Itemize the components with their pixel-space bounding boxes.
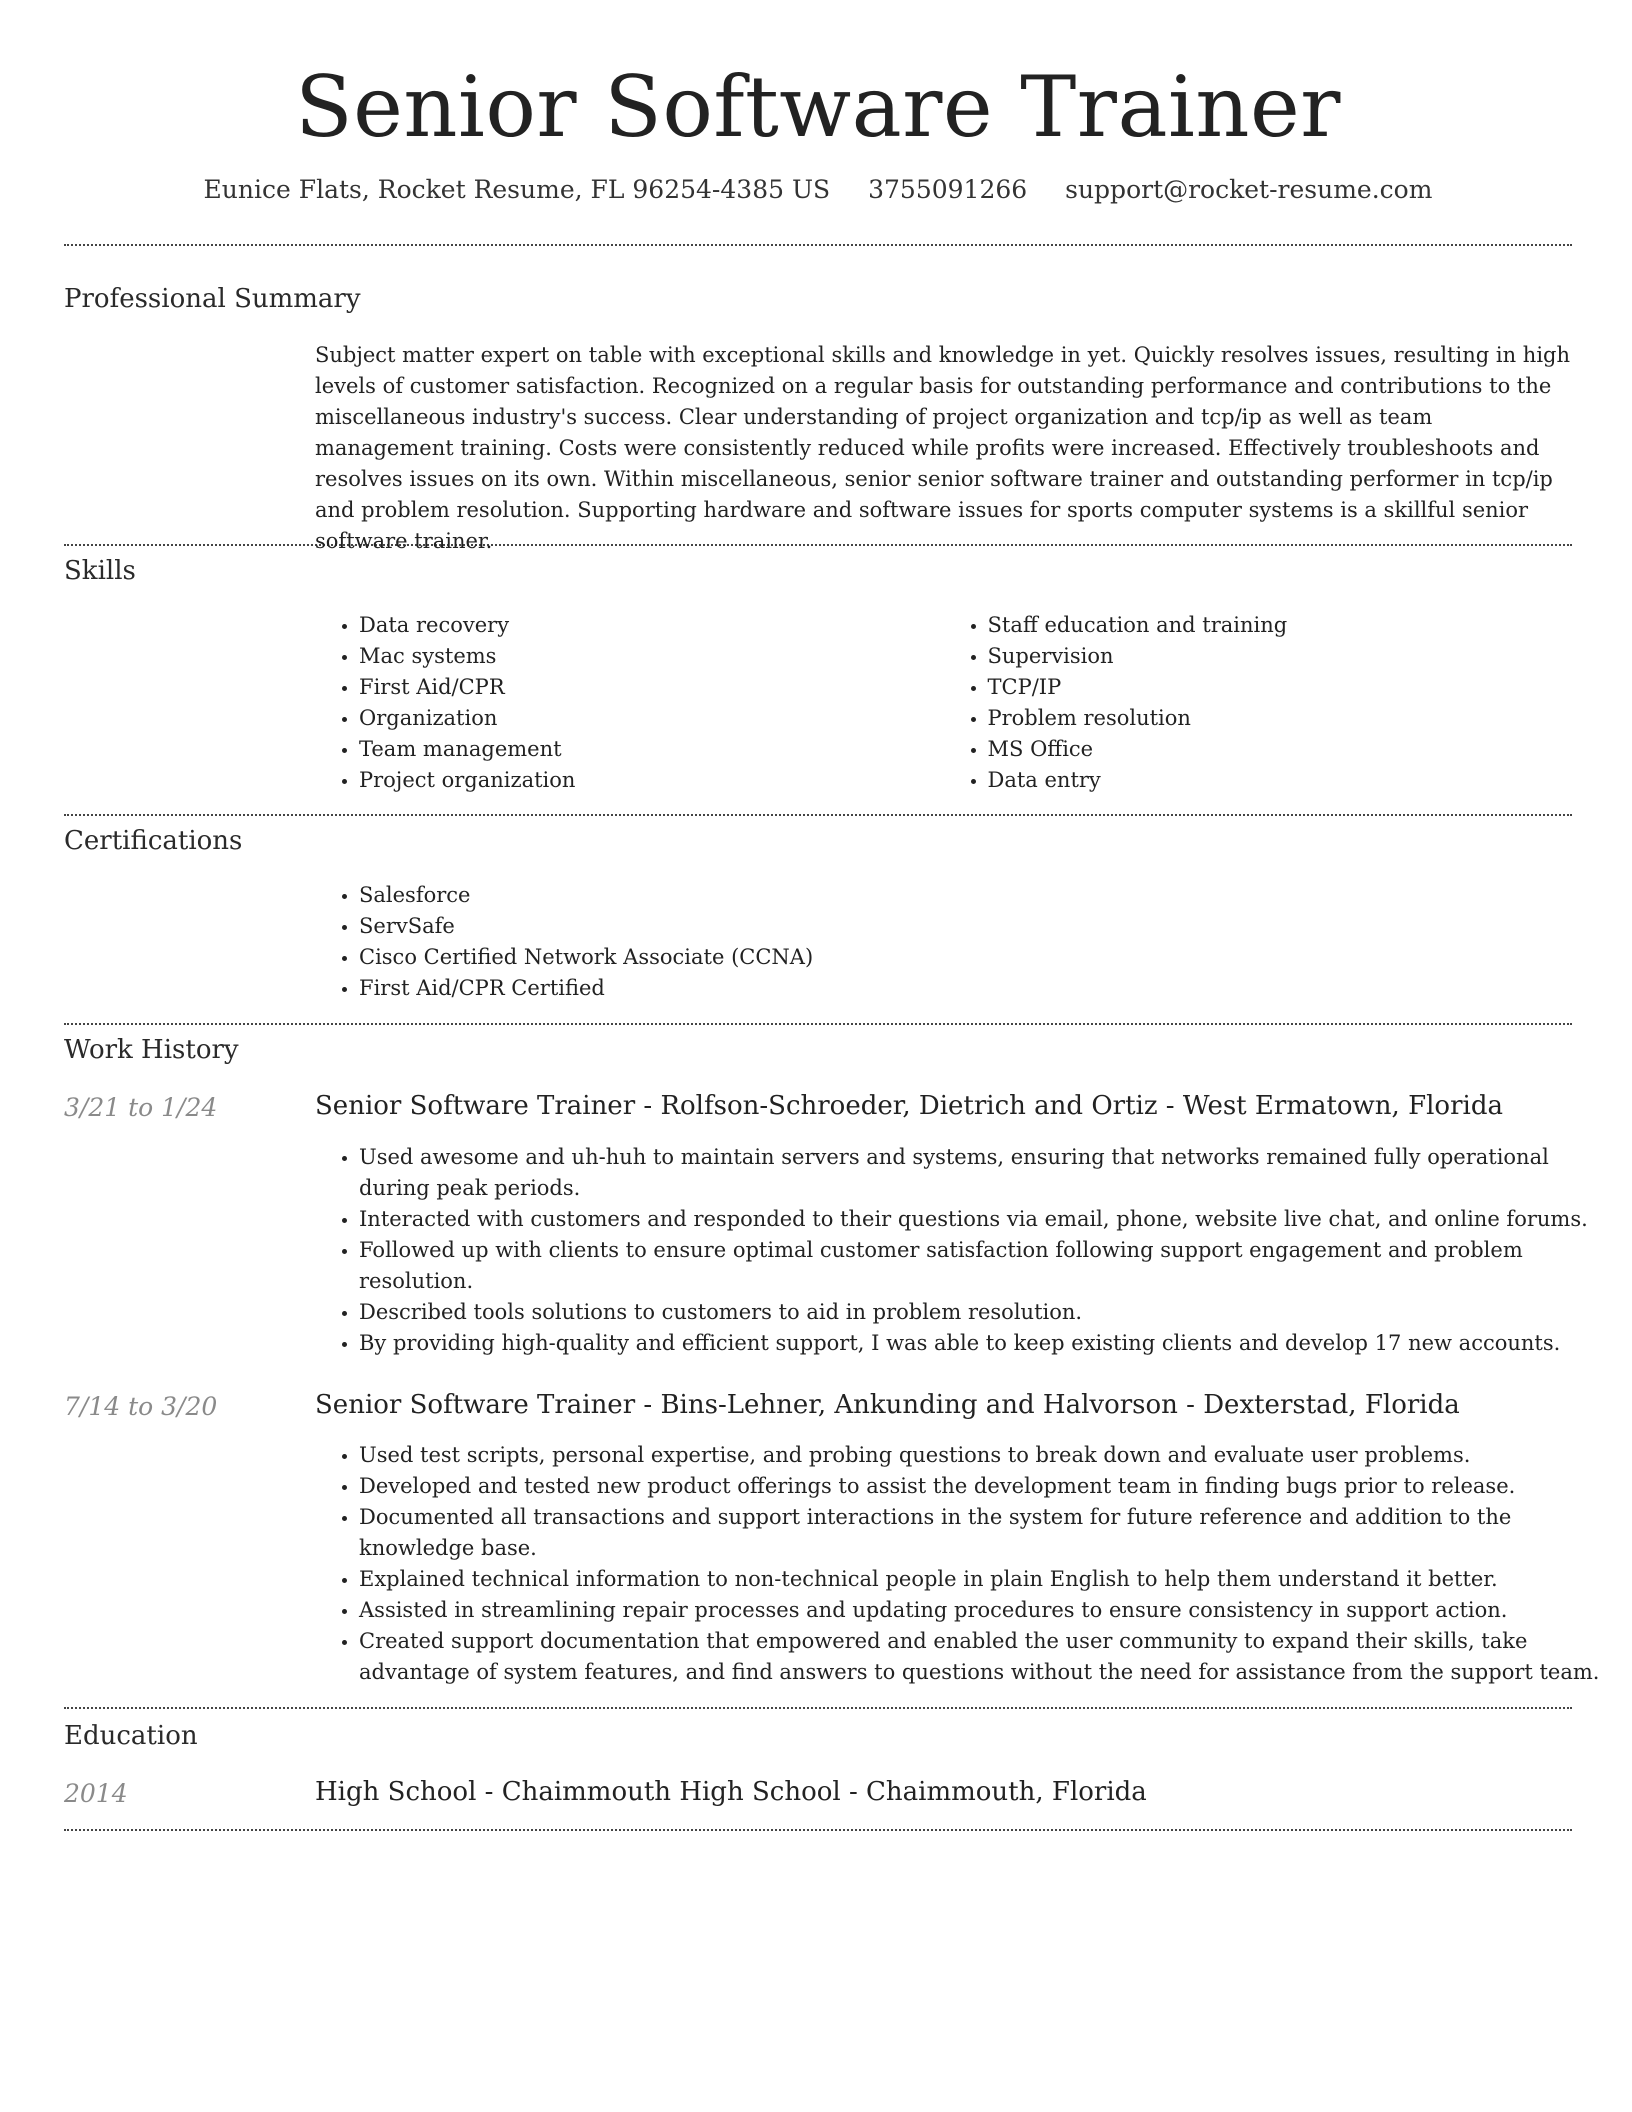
contact-address: Eunice Flats, Rocket Resume, FL 96254-4385 US — [203, 175, 831, 204]
certification-item: • Cisco Certified Network Associate (CCNA) — [359, 942, 1616, 973]
education-section — [64, 1709, 1572, 1829]
skills-list-left — [315, 610, 944, 796]
skill-item: • MS Office — [988, 734, 1573, 765]
job-dates: 3/21 to 1/24 — [64, 1093, 218, 1122]
skill-item: • Data entry — [988, 765, 1573, 796]
education-entry: High School - Chaimmouth High School - Chaimmouth, Florida — [315, 1777, 1147, 1807]
certifications-section — [64, 816, 1572, 1023]
certifications-list — [315, 880, 1616, 1004]
skills-columns — [315, 610, 1572, 796]
divider — [64, 1829, 1572, 1831]
job-bullets — [315, 1142, 1616, 1359]
skill-item: • Team management — [359, 734, 944, 765]
job-title: Senior Software Trainer - Rolfson-Schroeder, Dietrich and Ortiz - West Ermatown, Florida — [315, 1091, 1503, 1121]
contact-line — [64, 170, 1572, 210]
job-bullet: • Assisted in streamlining repair processes and updating procedures to ensure consistency in support action. — [359, 1595, 1616, 1626]
work-heading: Work History — [64, 1035, 239, 1065]
job-title: Senior Software Trainer - Bins-Lehner, Ankunding and Halvorson - Dexterstad, Florida — [315, 1390, 1460, 1420]
certifications-heading: Certifications — [64, 826, 243, 856]
resume-page — [64, 0, 1600, 1831]
summary-text: Subject matter expert on table with exceptional skills and knowledge in yet. Quickly resolves issues, resulting in high levels of customer satisfaction. Recognized on a regular basis for outstanding performance and contributions to the miscellaneous industry's success. Clear understanding of project organization and tcp/ip as well as team management training. Costs were consistently reduced while profits were increased. Effectively troubleshoots and resolves issues on its own. Within miscellaneous, senior senior software trainer and outstanding performer in tcp/ip and problem resolution. Supporting hardware and software issues for sports computer systems is a skillful senior software trainer. — [315, 343, 1571, 553]
skill-item: • Data recovery — [359, 610, 944, 641]
job-bullet: • Described tools solutions to customers to aid in problem resolution. — [359, 1297, 1616, 1328]
skill-item: • Project organization — [359, 765, 944, 796]
skill-item: • Organization — [359, 703, 944, 734]
job-bullet: • Developed and tested new product offerings to assist the development team in finding bugs prior to release. — [359, 1471, 1616, 1502]
summary-section — [64, 246, 1572, 553]
skill-item: • Staff education and training — [988, 610, 1573, 641]
job-bullet: • Documented all transactions and support interactions in the system for future reference and addition to the knowledge base. — [359, 1502, 1616, 1564]
skill-item: • Mac systems — [359, 641, 944, 672]
certification-item: • ServSafe — [359, 911, 1616, 942]
summary-heading: Professional Summary — [64, 284, 361, 314]
skill-item: • TCP/IP — [988, 672, 1573, 703]
job-dates: 7/14 to 3/20 — [64, 1392, 218, 1421]
job-bullets — [315, 1440, 1616, 1688]
education-year: 2014 — [64, 1779, 128, 1808]
skills-section — [64, 546, 1572, 814]
resume-name: Senior Software Trainer — [295, 58, 1341, 156]
skill-item: • Problem resolution — [988, 703, 1573, 734]
certification-item: • First Aid/CPR Certified — [359, 973, 1616, 1004]
skills-heading: Skills — [64, 556, 136, 586]
job-bullet: • Used awesome and uh-huh to maintain servers and systems, ensuring that networks remained fully operational during peak periods. — [359, 1142, 1616, 1204]
contact-email: support@rocket-resume.com — [1065, 175, 1433, 204]
job-bullet: • By providing high-quality and efficient support, I was able to keep existing clients and develop 17 new accounts. — [359, 1328, 1616, 1359]
skills-list-right — [944, 610, 1573, 796]
job-bullet: • Followed up with clients to ensure optimal customer satisfaction following support engagement and problem resolution. — [359, 1235, 1616, 1297]
job-bullet: • Interacted with customers and responded to their questions via email, phone, website live chat, and online forums. — [359, 1204, 1616, 1235]
certification-item: • Salesforce — [359, 880, 1616, 911]
skill-item: • First Aid/CPR — [359, 672, 944, 703]
job-bullet: • Used test scripts, personal expertise, and probing questions to break down and evaluate user problems. — [359, 1440, 1616, 1471]
education-heading: Education — [64, 1721, 198, 1751]
contact-phone: 3755091266 — [868, 175, 1028, 204]
job-bullet: • Created support documentation that empowered and enabled the user community to expand their skills, take advantage of system features, and find answers to questions without the need for assistance from the support team. — [359, 1626, 1616, 1688]
skill-item: • Supervision — [988, 641, 1573, 672]
work-section — [64, 1025, 1600, 1707]
job-bullet: • Explained technical information to non-technical people in plain English to help them understand it better. — [359, 1564, 1616, 1595]
